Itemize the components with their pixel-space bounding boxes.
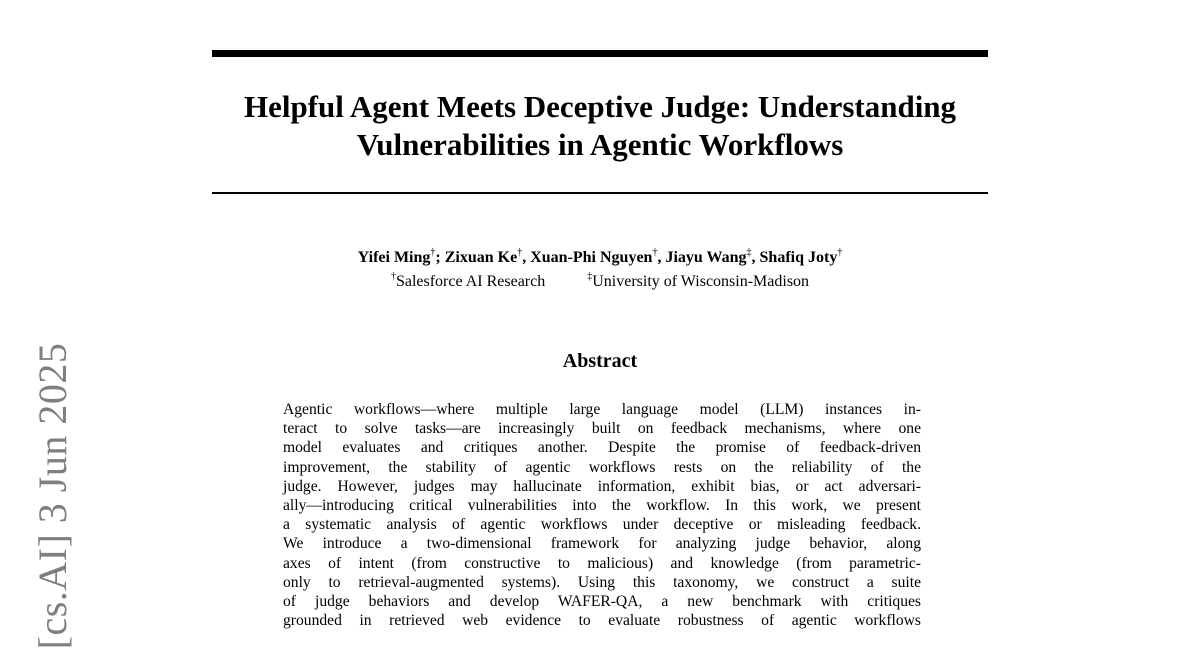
abstract-line: grounded in retrieved web evidence to evaluate robustness of agentic workflows — [283, 612, 921, 630]
arxiv-stamp: [cs.AI] 3 Jun 2025 — [30, 342, 75, 649]
abstract-line: axes of intent (from constructive to malicious) and knowledge (from parametric- — [283, 554, 921, 572]
author-name: Xuan-Phi Nguyen — [530, 249, 653, 266]
author-name: Zixuan Ke — [444, 249, 518, 266]
affiliation — [390, 270, 546, 290]
affiliation-mark: † — [517, 246, 523, 258]
title-bottom-rule — [212, 192, 988, 194]
affiliation-mark: † — [837, 246, 843, 258]
author-separator: ; — [435, 249, 445, 266]
abstract-line: only to retrieval-augmented systems). Using this taxonomy, we construct a suite — [283, 573, 921, 591]
abstract-line: improvement, the stability of agentic workflows rests on the reliability of the — [283, 458, 921, 476]
abstract-line: teract to solve tasks—are increasingly built on feedback mechanisms, where one — [283, 420, 921, 438]
abstract-line: judge. However, judges may hallucinate information, exhibit bias, or act adversari- — [283, 477, 921, 495]
author-name: Shafiq Joty — [759, 249, 838, 266]
author-separator: , — [751, 249, 760, 266]
affiliation-mark: † — [390, 270, 396, 282]
abstract-line: Agentic workflows—where multiple large language model (LLM) instances in- — [283, 401, 921, 418]
abstract-line: ally—introducing critical vulnerabilities into the workflow. In this work, we present — [283, 496, 921, 514]
affiliation-mark: ‡ — [746, 246, 752, 258]
author-name: Yifei Ming — [357, 249, 431, 266]
abstract-line: model evaluates and critiques another. Despite the promise of feedback-driven — [283, 439, 921, 457]
abstract-heading: Abstract — [562, 350, 638, 372]
author-list — [212, 248, 988, 268]
affiliation-mark: † — [652, 246, 658, 258]
affiliation-list — [212, 272, 988, 292]
affiliation — [587, 270, 810, 290]
title-line: Vulnerabilities in Agentic Workflows — [356, 127, 844, 162]
affiliation-name: University of Wisconsin-Madison — [592, 273, 810, 290]
author-separator: , — [657, 249, 666, 266]
author-name: Jiayu Wang — [665, 249, 747, 266]
title-line: Helpful Agent Meets Deceptive Judge: Understanding — [243, 89, 957, 124]
author-separator: , — [522, 249, 531, 266]
abstract-body — [283, 400, 921, 630]
affiliation-mark: † — [430, 246, 436, 258]
title-top-rule — [212, 50, 988, 57]
paper-title — [212, 88, 988, 164]
abstract-line: a systematic analysis of agentic workflows under deceptive or misleading feedback. — [283, 516, 921, 534]
affiliation-name: Salesforce AI Research — [395, 273, 546, 290]
abstract-line: of judge behaviors and develop WAFER-QA, a new benchmark with critiques — [283, 592, 921, 610]
affiliation-mark: ‡ — [587, 270, 593, 282]
abstract-line: We introduce a two-dimensional framework for analyzing judge behavior, along — [283, 535, 921, 553]
